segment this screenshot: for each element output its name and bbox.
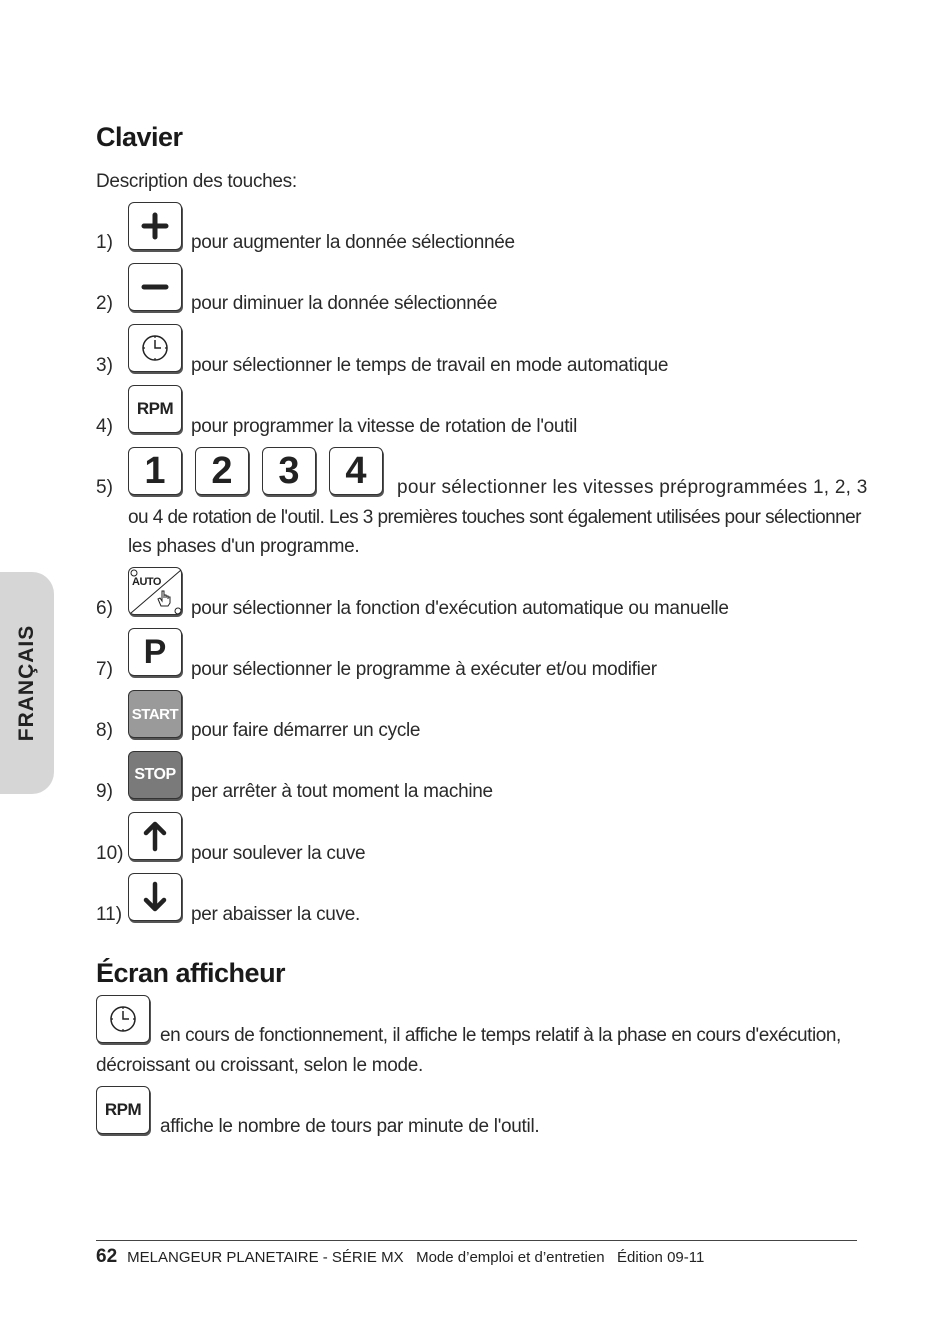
footer [96,1246,704,1268]
clavier-title: Clavier [96,122,183,152]
speed-key-3-label: 3 [278,450,300,492]
clavier-intro: Description des touches: [96,171,297,192]
clock-key [128,324,182,372]
language-tab-label: FRANÇAIS [15,624,38,742]
item-number: 1) [96,232,113,253]
plus-key [128,202,182,250]
item-number: 10) [96,843,124,864]
speed-key-1 [128,447,182,495]
speed-key-1-label: 1 [144,450,166,492]
program-key [128,628,182,676]
footer-divider [96,1240,857,1241]
item-text: pour faire démarrer un cycle [191,720,421,741]
item-text: pour sélectionner le temps de travail en mode automatique [191,355,669,376]
speed-key-2-label: 2 [211,450,233,492]
rpm-key-label: RPM [136,399,174,418]
item-text: pour sélectionner la fonction d'exécution automatique ou manuelle [191,598,729,619]
item-number: 5) [96,477,113,498]
item-number: 8) [96,720,113,741]
ecran-title: Écran afficheur [96,958,286,988]
item-text-continued: ou 4 de rotation de l'outil. Les 3 premières touches sont également utilisées pour sélectionner [128,507,861,528]
display-clock-text-continued: décroissant ou croissant, selon le mode. [96,1055,424,1076]
item-text: pour soulever la cuve [191,843,366,864]
item-text: per abaisser la cuve. [191,904,361,925]
minus-icon [141,273,169,301]
item-number: 6) [96,598,113,619]
start-key [128,690,182,738]
display-rpm-key [96,1086,150,1134]
display-rpm-key-label: RPM [104,1100,142,1119]
auto-key-label: AUTO [132,576,161,588]
start-key-label: START [131,705,179,723]
arrow-down-icon [141,881,169,913]
language-tab [0,572,54,794]
clock-icon [140,333,170,363]
clock-icon [108,1004,138,1034]
item-text: pour sélectionner les vitesses préprogrammées 1, 2, 3 [397,477,868,498]
stop-key-label: STOP [134,766,176,783]
speed-key-4-label: 4 [345,450,367,492]
page-number: 62 [96,1246,118,1267]
speed-key-4 [329,447,383,495]
item-text: pour augmenter la donnée sélectionnée [191,232,515,253]
hand-icon [155,588,173,608]
item-number: 11) [96,904,123,925]
item-text-continued: les phases d'un programme. [128,536,360,557]
item-number: 9) [96,781,113,802]
rpm-key [128,385,182,433]
footer-text: MELANGEUR PLANETAIRE - SÉRIE MX Mode d’emploi et d’entretien Édition 09-11 [127,1249,705,1266]
arrow-up-key [128,812,182,860]
item-text: pour programmer la vitesse de rotation de l'outil [191,416,578,437]
display-rpm-text: affiche le nombre de tours par minute de l'outil. [160,1116,540,1137]
minus-key [128,263,182,311]
speed-key-3 [262,447,316,495]
display-clock-key [96,995,150,1043]
item-number: 7) [96,659,113,680]
stop-key [128,751,182,799]
display-clock-text: en cours de fonctionnement, il affiche le temps relatif à la phase en cours d'exécution, [160,1025,841,1046]
auto-key [128,567,182,615]
program-key-label: P [143,633,167,671]
plus-icon [141,212,169,240]
item-text: pour diminuer la donnée sélectionnée [191,293,498,314]
speed-key-2 [195,447,249,495]
item-number: 4) [96,416,113,437]
arrow-up-icon [141,820,169,852]
item-number: 2) [96,293,113,314]
arrow-down-key [128,873,182,921]
item-text: per arrêter à tout moment la machine [191,781,493,802]
item-text: pour sélectionner le programme à exécuter et/ou modifier [191,659,657,680]
item-number: 3) [96,355,113,376]
